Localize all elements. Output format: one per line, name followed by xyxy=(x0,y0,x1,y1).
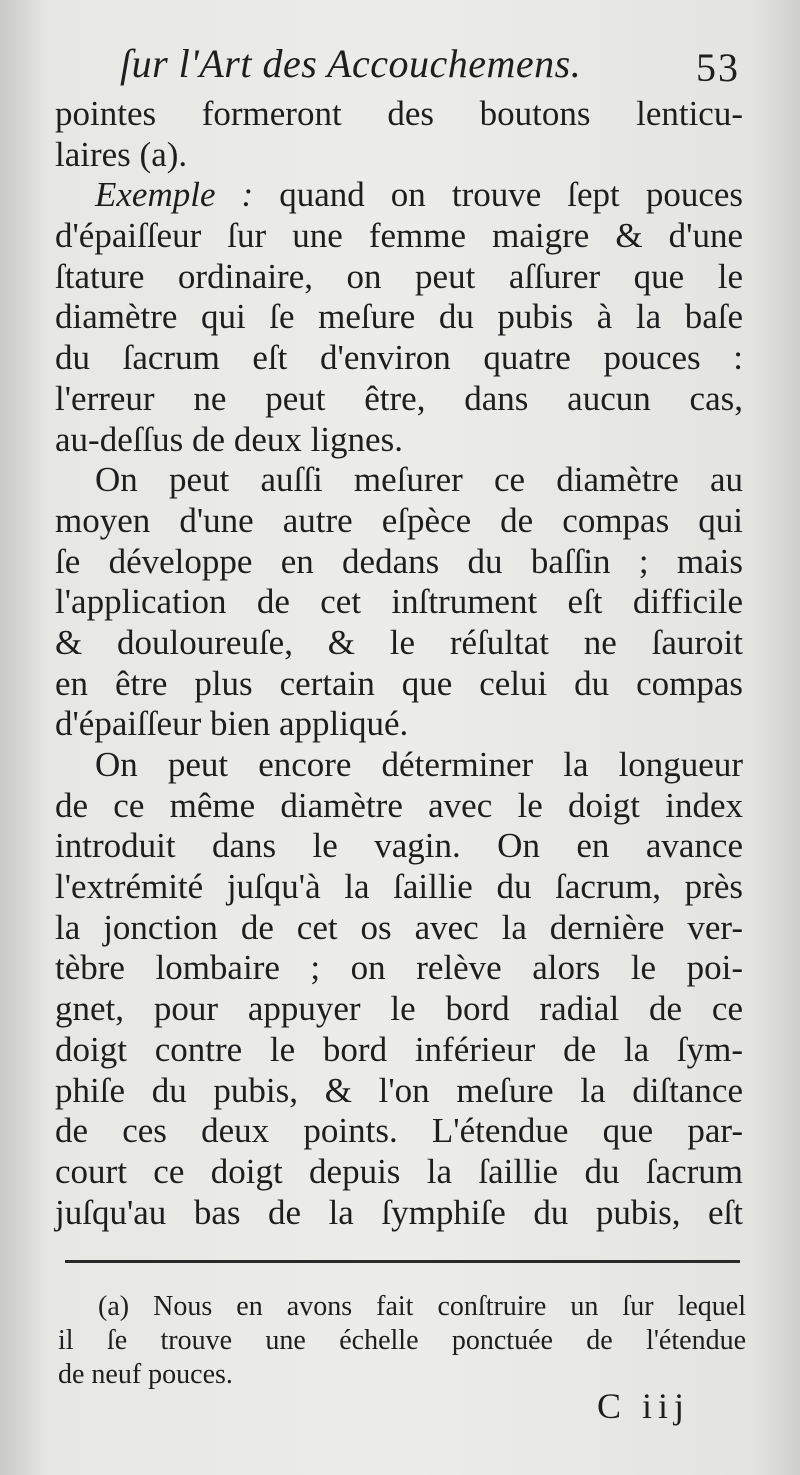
footnote-line: de neuf pouces. xyxy=(58,1359,233,1390)
text-line: diamètre qui ſe meſure du pubis à la baſe xyxy=(55,297,743,337)
text-line: moyen d'une autre eſpèce de compas qui xyxy=(55,500,743,540)
text-line: introduit dans le vagin. On en avance xyxy=(55,826,743,866)
page-number: 53 xyxy=(696,45,740,90)
text-line: l'application de cet inſtrument eſt difficile xyxy=(55,582,743,622)
exemple-rest: quand on trouve ſept pouces xyxy=(253,175,744,215)
signature-mark: C iij xyxy=(596,1386,690,1426)
text-line: juſqu'au bas de la ſymphiſe du pubis, eſt xyxy=(55,1192,743,1232)
text-line: au-deſſus de deux lignes. xyxy=(55,419,403,459)
footnote-rule xyxy=(65,1260,740,1263)
text-line: l'erreur ne peut être, dans aucun cas, xyxy=(55,378,743,418)
text-line: & douloureuſe, & le réſultat ne ſauroit xyxy=(55,622,743,662)
footnote-line: il ſe trouve une échelle ponctuée de l'étendue xyxy=(58,1325,746,1356)
text-line: pointes formeront des boutons lenticu- xyxy=(55,94,743,133)
main-text xyxy=(55,94,743,1233)
text-line-exemple xyxy=(55,175,743,216)
text-line: On peut auſſi meſurer ce diamètre au xyxy=(95,460,743,500)
text-line: l'extrémité juſqu'à la ſaillie du ſacrum, près xyxy=(55,867,743,907)
text-line: On peut encore déterminer la longueur xyxy=(95,745,743,784)
text-line: tèbre lombaire ; on relève alors le poi- xyxy=(55,948,743,988)
footnote-line: (a) Nous en avons fait conſtruire un ſur lequel xyxy=(98,1291,746,1322)
text-line: d'épaiſſeur bien appliqué. xyxy=(55,704,409,744)
text-line: du ſacrum eſt d'environ quatre pouces : xyxy=(55,338,743,378)
text-line: laires (a). xyxy=(55,134,188,174)
text-line: ſe développe en dedans du baſſin ; mais xyxy=(55,541,743,581)
footnote xyxy=(58,1290,746,1392)
text-line: la jonction de cet os avec la dernière ver- xyxy=(55,907,743,947)
text-line: de ces deux points. L'étendue que par- xyxy=(55,1111,743,1151)
text-line: gnet, pour appuyer le bord radial de ce xyxy=(55,989,743,1029)
text-line: de ce même diamètre avec le doigt index xyxy=(55,785,743,825)
exemple-label: Exemple : xyxy=(95,175,254,215)
running-title: ſur l'Art des Accouchemens. xyxy=(120,41,582,86)
text-line: doigt contre le bord inférieur de la ſym- xyxy=(55,1029,743,1069)
text-line: court ce doigt depuis la ſaillie du ſacrum xyxy=(55,1151,743,1191)
text-line: ſtature ordinaire, on peut aſſurer que le xyxy=(55,256,743,296)
text-line: en être plus certain que celui du compas xyxy=(55,663,743,703)
page-header xyxy=(120,40,740,100)
text-line: d'épaiſſeur ſur une femme maigre & d'une xyxy=(55,216,743,256)
text-line: phiſe du pubis, & l'on meſure la diſtance xyxy=(55,1070,743,1110)
